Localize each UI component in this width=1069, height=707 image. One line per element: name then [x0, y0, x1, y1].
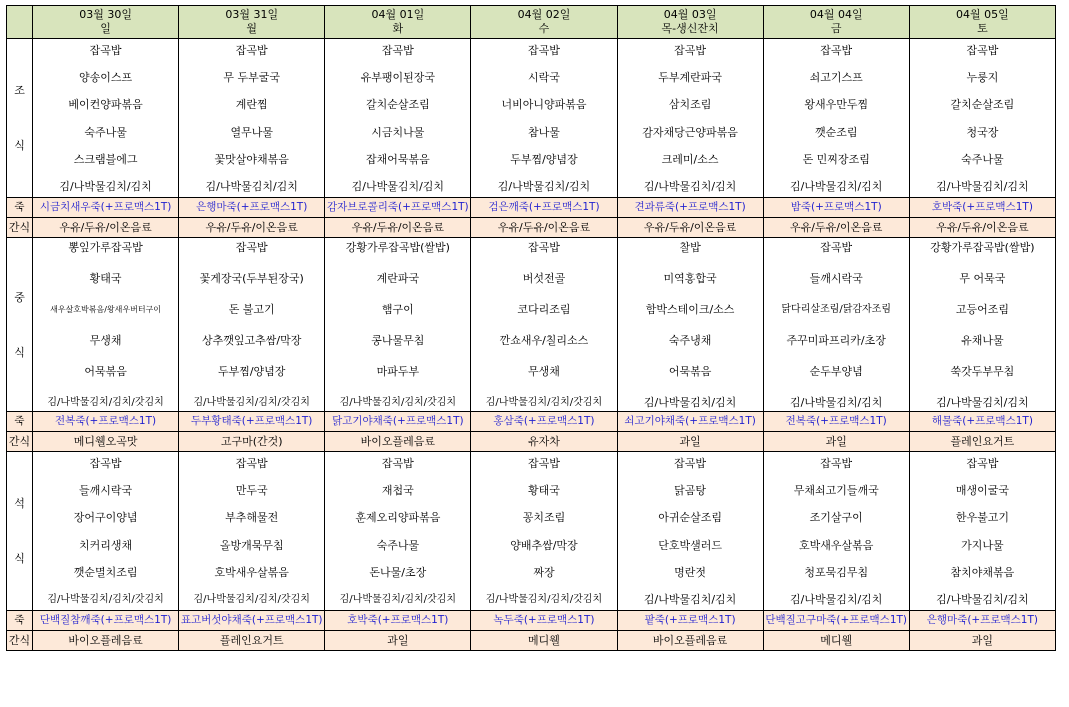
juk-cell: 시금치새우죽(+프로맥스1T) — [33, 198, 179, 218]
snack-cell: 고구마(간것) — [179, 432, 325, 452]
snack-cell: 과일 — [909, 631, 1055, 651]
snack-cell: 메디웰 — [763, 631, 909, 651]
lunch-cell: 잡곡밥 꽃게장국(두부된장국) 돈 불고기 상추깻잎고추쌈/막장 두부찜/양념장 김/나박물김치/김치/갓김치 — [179, 238, 325, 412]
juk-cell: 단백질고구마죽(+프로맥스1T) — [763, 611, 909, 631]
day-header: 03월 30일 일 — [33, 6, 179, 39]
breakfast-cell: 잡곡밥 시락국 너비아니양파볶음 참나물 두부찜/양념장 김/나박물김치/김치 — [471, 39, 617, 198]
snack-cell: 유자차 — [471, 432, 617, 452]
lunch-cell: 강황가루잡곡밥(쌀밥) 계란파국 햄구이 콩나물무침 마파두부 김/나박물김치/김치/갓김치 — [325, 238, 471, 412]
dinner-cell: 잡곡밥 매생이굴국 한우불고기 가지나물 참치야채볶음 김/나박물김치/김치 — [909, 452, 1055, 611]
juk-label: 죽 — [7, 198, 33, 218]
snack-cell: 우유/두유/이온음료 — [33, 218, 179, 238]
dinner-cell: 잡곡밥 무채쇠고기들깨국 조기살구이 호박새우살볶음 청포묵김무침 김/나박물김치/김치 — [763, 452, 909, 611]
day-header: 04월 03일 목-생신잔치 — [617, 6, 763, 39]
juk-cell: 은행마죽(+프로맥스1T) — [909, 611, 1055, 631]
juk-cell: 전복죽(+프로맥스1T) — [763, 412, 909, 432]
snack-label: 간식 — [7, 432, 33, 452]
snack-cell: 플레인요거트 — [179, 631, 325, 651]
juk-cell: 밤죽(+프로맥스1T) — [763, 198, 909, 218]
breakfast-cell: 잡곡밥 쇠고기스프 왕새우만두찜 깻순조림 돈 민찌장조림 김/나박물김치/김치 — [763, 39, 909, 198]
juk-cell: 호박죽(+프로맥스1T) — [325, 611, 471, 631]
juk-cell: 감자브로콜리죽(+프로맥스1T) — [325, 198, 471, 218]
lunch-row — [7, 238, 1056, 412]
lunch-cell: 강황가루잡곡밥(쌀밥) 무 어묵국 고등어조림 유채나물 쑥갓두부무침 김/나박물김치/김치 — [909, 238, 1055, 412]
corner-cell — [7, 6, 33, 39]
snack-cell: 우유/두유/이온음료 — [325, 218, 471, 238]
snack-cell: 메디웰오곡맛 — [33, 432, 179, 452]
juk-cell: 쇠고기야채죽(+프로맥스1T) — [617, 412, 763, 432]
dinner-cell: 잡곡밥 황태국 꽁치조림 양배추쌈/막장 짜장 김/나박물김치/김치/갓김치 — [471, 452, 617, 611]
afternoon-snack-row — [7, 432, 1056, 452]
lunch-cell: 잡곡밥 버섯전골 코다리조림 깐쇼새우/칠리소스 무생채 김/나박물김치/김치/갓김치 — [471, 238, 617, 412]
snack-label: 간식 — [7, 218, 33, 238]
evening-snack-row — [7, 631, 1056, 651]
juk-cell: 팥죽(+프로맥스1T) — [617, 611, 763, 631]
lunch-cell: 잡곡밥 들깨시락국 닭다리살조림/닭감자조림 주꾸미파프리카/초장 순두부양념 김/나박물김치/김치 — [763, 238, 909, 412]
snack-cell: 우유/두유/이온음료 — [763, 218, 909, 238]
breakfast-cell: 잡곡밥 누룽지 갈치순살조림 청국장 숙주나물 김/나박물김치/김치 — [909, 39, 1055, 198]
juk-label: 죽 — [7, 611, 33, 631]
day-header: 04월 02일 수 — [471, 6, 617, 39]
dinner-label: 석 식 — [7, 452, 33, 611]
breakfast-cell: 잡곡밥 무 두부굴국 계란찜 열무나물 꽃맛살야채볶음 김/나박물김치/김치 — [179, 39, 325, 198]
snack-cell: 우유/두유/이온음료 — [179, 218, 325, 238]
juk-cell: 두부황태죽(+프로맥스1T) — [179, 412, 325, 432]
breakfast-cell: 잡곡밥 유부팽이된장국 갈치순살조림 시금치나물 잡채어묵볶음 김/나박물김치/김치 — [325, 39, 471, 198]
juk-cell: 홍삼죽(+프로맥스1T) — [471, 412, 617, 432]
weekly-meal-table — [6, 5, 1056, 651]
breakfast-juk-row — [7, 198, 1056, 218]
juk-cell: 단백질참깨죽(+프로맥스1T) — [33, 611, 179, 631]
snack-label: 간식 — [7, 631, 33, 651]
juk-cell: 은행마죽(+프로맥스1T) — [179, 198, 325, 218]
juk-label: 죽 — [7, 412, 33, 432]
dinner-cell: 잡곡밥 재첩국 훈제오리양파볶음 숙주나물 돈나물/초장 김/나박물김치/김치/갓김치 — [325, 452, 471, 611]
breakfast-cell: 잡곡밥 양송이스프 베이컨양파볶음 숙주나물 스크램블에그 김/나박물김치/김치 — [33, 39, 179, 198]
dinner-cell: 잡곡밥 들깨시락국 장어구이양념 치커리생채 깻순멸치조림 김/나박물김치/김치/갓김치 — [33, 452, 179, 611]
snack-cell: 우유/두유/이온음료 — [909, 218, 1055, 238]
lunch-label: 중 식 — [7, 238, 33, 412]
juk-cell: 호박죽(+프로맥스1T) — [909, 198, 1055, 218]
snack-cell: 우유/두유/이온음료 — [617, 218, 763, 238]
day-header: 04월 01일 화 — [325, 6, 471, 39]
dinner-juk-row — [7, 611, 1056, 631]
lunch-juk-row — [7, 412, 1056, 432]
snack-cell: 바이오플레음료 — [33, 631, 179, 651]
snack-cell: 우유/두유/이온음료 — [471, 218, 617, 238]
lunch-cell: 뽕잎가루잡곡밥 황태국 새우살호박볶음/왕새우버터구이 무생채 어묵볶음 김/나박물김치/김치/갓김치 — [33, 238, 179, 412]
snack-cell: 과일 — [325, 631, 471, 651]
lunch-cell: 찰밥 미역홍합국 함박스테이크/소스 숙주냉채 어묵볶음 김/나박물김치/김치 — [617, 238, 763, 412]
juk-cell: 닭고기야채죽(+프로맥스1T) — [325, 412, 471, 432]
juk-cell: 표고버섯야채죽(+프로맥스1T) — [179, 611, 325, 631]
juk-cell: 전복죽(+프로맥스1T) — [33, 412, 179, 432]
breakfast-cell: 잡곡밥 두부계란파국 삼치조림 감자채당근양파볶음 크레미/소스 김/나박물김치/김치 — [617, 39, 763, 198]
day-header: 04월 05일 토 — [909, 6, 1055, 39]
dinner-row — [7, 452, 1056, 611]
juk-cell: 견과류죽(+프로맥스1T) — [617, 198, 763, 218]
day-header: 03월 31일 월 — [179, 6, 325, 39]
breakfast-label: 조 식 — [7, 39, 33, 198]
juk-cell: 검은깨죽(+프로맥스1T) — [471, 198, 617, 218]
day-header: 04월 04일 금 — [763, 6, 909, 39]
header-row — [7, 6, 1056, 39]
juk-cell: 녹두죽(+프로맥스1T) — [471, 611, 617, 631]
snack-cell: 메디웰 — [471, 631, 617, 651]
breakfast-row — [7, 39, 1056, 198]
morning-snack-row — [7, 218, 1056, 238]
dinner-cell: 잡곡밥 닭곰탕 아귀순살조림 단호박샐러드 명란젓 김/나박물김치/김치 — [617, 452, 763, 611]
snack-cell: 바이오플레음료 — [325, 432, 471, 452]
juk-cell: 해물죽(+프로맥스1T) — [909, 412, 1055, 432]
snack-cell: 과일 — [763, 432, 909, 452]
snack-cell: 바이오플레음료 — [617, 631, 763, 651]
snack-cell: 플레인요거트 — [909, 432, 1055, 452]
dinner-cell: 잡곡밥 만두국 부추해물전 올방개묵무침 호박새우살볶음 김/나박물김치/김치/갓김치 — [179, 452, 325, 611]
snack-cell: 과일 — [617, 432, 763, 452]
